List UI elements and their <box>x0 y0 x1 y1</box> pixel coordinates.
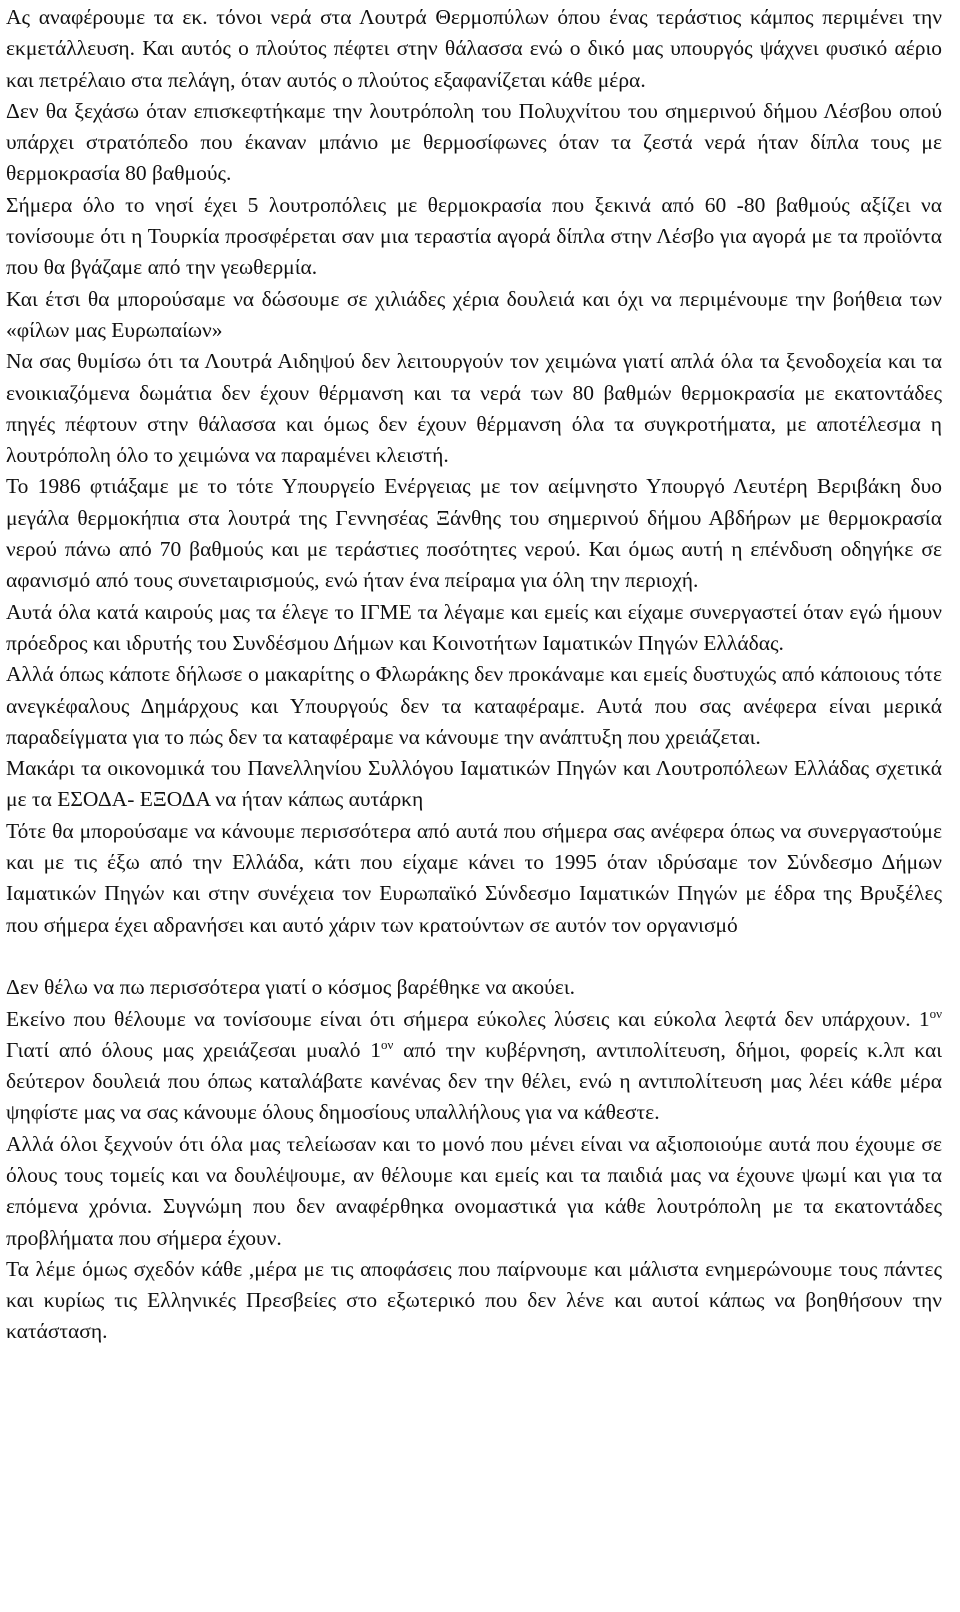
paragraph-12-text-1: Εκείνο που θέλουμε να τονίσουμε είναι ότι σήμερα εύκολες λύσεις και εύκολα λεφτά δεν υπάρχουν. 1 <box>6 1006 930 1031</box>
paragraph-5: Να σας θυμίσω ότι τα Λουτρά Αιδηψού δεν λειτουργούν τον χειμώνα γιατί απλά όλα τα ξενοδοχεία και τα ενοικιαζόμενα δωμάτια δεν έχουν θέρμανση και τα νερά των 80 βαθμών θερμοκρασία με εκατοντάδες πηγές πέφτουν στην θάλασσα και όμως δεν έχουν θέρμανση όλα τα συγκροτήματα, με αποτέλεσμα η λουτρόπολη όλο το χειμώνα να παραμένει κλειστή. <box>6 349 942 468</box>
paragraph-12 <box>6 1004 942 1129</box>
blank-line <box>6 941 942 972</box>
paragraph-10: Τότε θα μπορούσαμε να κάνουμε περισσότερα από αυτά που σήμερα σας ανέφερα όπως να συνεργαστούμε και με τις έξω από την Ελλάδα, κάτι που είχαμε κάνει το 1995 όταν ιδρύσαμε τον Σύνδεσμο Δήμων Ιαματικών Πηγών και στην συνέχεια τον Ευρωπαϊκό Σύνδεσμο Ιαματικών Πηγών με έδρα της Βρυξέλες που σήμερα έχει αδρανήσει και αυτό χάριν των κρατούντων σε αυτόν τον οργανισμό <box>6 818 942 937</box>
paragraph-11: Δεν θέλω να πω περισσότερα γιατί ο κόσμος βαρέθηκε να ακούει. <box>6 975 575 1000</box>
ordinal-superscript: ον <box>929 1005 942 1021</box>
paragraph-2: Δεν θα ξεχάσω όταν επισκεφτήκαμε την λουτρόπολη του Πολυχνίτου του σημερινού δήμου Λέσβου οπού υπάρχει στρατόπεδο που έκαναν μπάνιο με θερμοσίφωνες όταν τα ζεστά νερά ήταν δίπλα τους με θερμοκρασία 80 βαθμούς. <box>6 98 942 186</box>
ordinal-superscript: ον <box>381 1036 394 1052</box>
paragraph-8: Αλλά όπως κάποτε δήλωσε ο μακαρίτης ο Φλωράκης δεν προκάναμε και εμείς δυστυχώς από κάποιους τότε ανεγκέφαλους Δημάρχους και Υπουργούς δεν τα καταφέραμε. Αυτά που σας ανέφερα είναι μερικά παραδείγματα για το πώς δεν τα καταφέραμε να κάνουμε την ανάπτυξη που χρειάζεται. <box>6 662 942 749</box>
paragraph-9: Μακάρι τα οικονομικά του Πανελληνίου Συλλόγου Ιαματικών Πηγών και Λουτροπόλεων Ελλάδας σχετικά με τα ΕΣΟΔΑ- ΕΞΟΔΑ να ήταν κάπως αυτάρκη <box>6 756 942 812</box>
paragraph-12-text-2: Γιατί από όλους μας χρειάζεσαι μυαλό 1 <box>6 1037 382 1062</box>
paragraph-1: Ας αναφέρουμε τα εκ. τόνοι νερά στα Λουτρά Θερμοπύλων όπου ένας τεράστιος κάμπος περιμένει την εκμετάλλευση. Και αυτός ο πλούτος πέφτει στην θάλασσα ενώ ο δικό μας υπουργός ψάχνει φυσικό αέριο και πετρέλαιο στα πελάγη, όταν αυτός ο πλούτος εξαφανίζεται κάθε μέρα. <box>6 5 942 92</box>
paragraph-4: Και έτσι θα μπορούσαμε να δώσουμε σε χιλιάδες χέρια δουλειά και όχι να περιμένουμε την βοήθεια των «φίλων μας Ευρωπαίων» <box>6 286 942 342</box>
paragraph-7: Αυτά όλα κατά καιρούς μας τα έλεγε το ΙΓΜΕ τα λέγαμε και εμείς και είχαμε συνεργαστεί όταν εγώ ήμουν πρόεδρος και ιδρυτής του Συνδέσμου Δήμων και Κοινοτήτων Ιαματικών Πηγών Ελλάδας. <box>6 599 942 655</box>
paragraph-14: Τα λέμε όμως σχεδόν κάθε ,μέρα με τις αποφάσεις που παίρνουμε και μάλιστα ενημερώνουμε τους πάντες και κυρίως τις Ελληνικές Πρεσβείες στο εξωτερικό που δεν λένε και αυτοί κάπως να βοηθήσουν την κατάσταση. <box>6 1256 942 1344</box>
paragraph-13: Αλλά όλοι ξεχνούν ότι όλα μας τελείωσαν και το μονό που μένει είναι να αξιοποιούμε αυτά που έχουμε σε όλους τους τομείς και να δουλέψουμε, αν θέλουμε και εμείς και τα παιδιά μας να έχουνε ψωμί και για τα επόμενα χρόνια. Συγνώμη που δεν αναφέρθηκα ονομαστικά για κάθε λουτρόπολη με τα εκατοντάδες προβλήματα που σήμερα έχουν. <box>6 1131 942 1250</box>
paragraph-12-text-3: από την κυβέρνηση, αντιπολίτευση, δήμοι, φορείς κ.λπ και δεύτερον δουλειά που όπως καταλάβατε κανένας δεν την θέλει, ενώ η αντιπολίτευση μας λέει κάθε μέρα ψηφίστε μας να σας κάνουμε όλους δημοσίους υπαλλήλους για να κάθεστε. <box>6 1037 942 1125</box>
paragraph-3: Σήμερα όλο το νησί έχει 5 λουτροπόλεις με θερμοκρασία που ξεκινά από 60 -80 βαθμούς αξίζει να τονίσουμε ότι η Τουρκία προσφέρεται σαν μια τεραστία αγορά δίπλα στην Λέσβο για αγορά με τα προϊόντα που θα βγάζαμε από την γεωθερμία. <box>6 192 942 280</box>
paragraph-6: Το 1986 φτιάξαμε με το τότε Υπουργείο Ενέργειας με τον αείμνηστο Υπουργό Λευτέρη Βεριβάκη δυο μεγάλα θερμοκήπια στα λουτρά της Γεννησέας Ξάνθης του σημερινού δήμου Αβδήρων με θερμοκρασία νερού πάνω από 70 βαθμούς και με τεράστιες ποσότητες νερού. Και όμως αυτή η επένδυση οδηγήκε σε αφανισμό από τους συνεταιρισμούς, ενώ ήταν ένα πείραμα για όλη την περιοχή. <box>6 474 942 593</box>
